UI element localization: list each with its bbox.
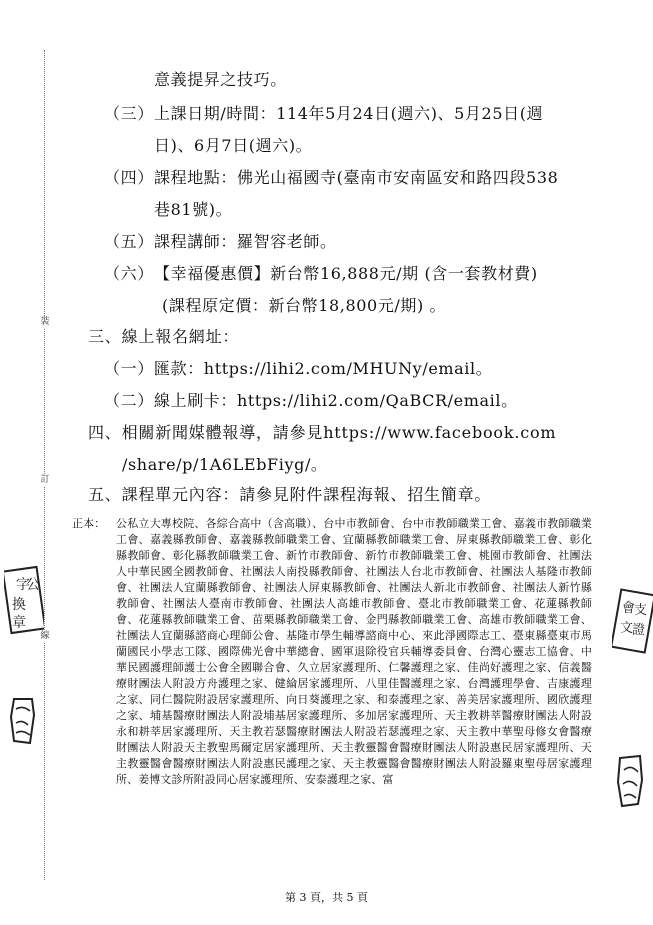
- binding-line: [44, 50, 45, 880]
- recipients-list: 公私立大專校院、各綜合高中（含高職）、台中市教師會、台中市教師職業工會、嘉義市教師職業工會、嘉義縣教師會、嘉義縣教師職業工會、宜蘭縣教師職業工會、屏東縣教師職業工會、彰化縣教師會、彰化縣教師職業工會、新竹市教師會、新竹市教師職業工會、桃園市教師會、社團法人中華民國全國教師會、社團法人南投縣教師會、社團法人台北市教師會、社團法人基隆市教師會、社團法人宜蘭縣教師會、社團法人屏東縣教師會、社團法人新北市教師會、社團法人新竹縣教師會、社團法人臺南市教師會、社團法人高雄市教師會、臺北市教師職業工會、花蓮縣教師會、花蓮縣教師職業工會、苗栗縣教師職業工會、金門縣教師職業工會、高雄市教師職業工會、社團法人宜蘭縣諮商心理師公會、基隆市學生輔導諮商中心、來此淨國際志工、臺東縣臺東市馬蘭國民小學志工隊、國際佛光會中華總會、國軍退除役官兵輔導委員會、台灣心靈志工協會、中華民國護理師護士公會全國聯合會、久立居家護理所、仁馨護理之家、佳尚好護理之家、信義醫療財團法人附設方舟護理之家、健綸居家護理所、八里佳醫護理之家、台灣護理學會、吉康護理之家、同仁醫院附設居家護理所、向日葵護理之家、和泰護理之家、善美居家護理所、國欣護理之家、埔基醫療財團法人附設埔基居家護理所、多加居家護理所、天主教耕莘醫療財團法人附設永和耕莘居家護理所、天主教若瑟醫療財團法人附設若瑟護理之家、天主教中華聖母修女會醫療財團法人附設天主教聖馬爾定居家護理所、天主教靈醫會醫療財團法人附設惠民居家護理所、天主教靈醫會醫療財團法人附設惠民護理之家、天主教靈醫會醫療財團法人附設羅東聖母居家護理所、姜博文診所附設同心居家護理所、安泰護理之家、富: [116, 517, 592, 786]
- item-3-text-line2: 日)、6月7日(週六)。: [154, 136, 313, 155]
- item-4-number: （四）: [104, 168, 154, 187]
- section-3-heading: 三、線上報名網址：: [88, 327, 240, 346]
- svg-text:換: 換: [12, 597, 26, 613]
- section-3-sub1-number: （一）: [104, 359, 154, 378]
- item-3-number: （三）: [104, 104, 154, 123]
- section-3-sub2-number: （二）: [104, 391, 154, 410]
- binding-mark-staple: 訂: [38, 474, 52, 486]
- item-6-text-line1: 【幸福優惠價】新台幣16,888元/期 (含一套教材費): [154, 264, 538, 283]
- item-5-number: （五）: [104, 232, 154, 251]
- official-seal-left-small: [8, 695, 38, 747]
- intro-continuation: 意義提昇之技巧。: [154, 70, 287, 89]
- binding-mark-bind: 裝: [38, 316, 52, 328]
- item-3-text-line1: 上課日期/時間：114年5月24日(週六)、5月25日(週: [154, 104, 544, 123]
- item-6-number: （六）: [104, 264, 154, 283]
- svg-text:文: 文: [620, 621, 634, 636]
- svg-text:公: 公: [26, 577, 40, 593]
- svg-text:字: 字: [16, 577, 30, 593]
- recipients-label: 正本：: [72, 517, 106, 530]
- svg-text:會: 會: [622, 601, 636, 616]
- section-3-sub1-text: 匯款：https://lihi2.com/MHUNy/email。: [154, 359, 493, 378]
- svg-text:章: 章: [12, 615, 26, 631]
- svg-text:證: 證: [632, 623, 646, 638]
- item-4-text-line2: 巷81號)。: [154, 200, 233, 219]
- official-seal-left: [4, 565, 44, 635]
- item-5-text: 課程講師：羅智容老師。: [154, 232, 337, 251]
- page-number: 第 3 頁，共 5 頁: [285, 891, 368, 904]
- item-4-text-line1: 課程地點：佛光山福國寺(臺南市安南區安和路四段538: [154, 168, 559, 187]
- item-6-text-line2: (課程原定價：新台幣18,800元/期) 。: [162, 296, 447, 315]
- section-5-heading: 五、課程單元內容：請參見附件課程海報、招生簡章。: [88, 485, 492, 504]
- official-seal-right: [612, 588, 653, 654]
- section-4-line2: /share/p/1A6LEbFiyg/。: [122, 455, 328, 474]
- section-4-line1: 四、相關新聞媒體報導，請參見https://www.facebook.com: [88, 423, 557, 442]
- binding-mark-line: 線: [38, 630, 52, 642]
- official-seal-right-small: [614, 752, 646, 810]
- section-3-sub2-text: 線上刷卡：https://lihi2.com/QaBCR/email。: [154, 391, 518, 410]
- svg-text:支: 支: [634, 603, 648, 618]
